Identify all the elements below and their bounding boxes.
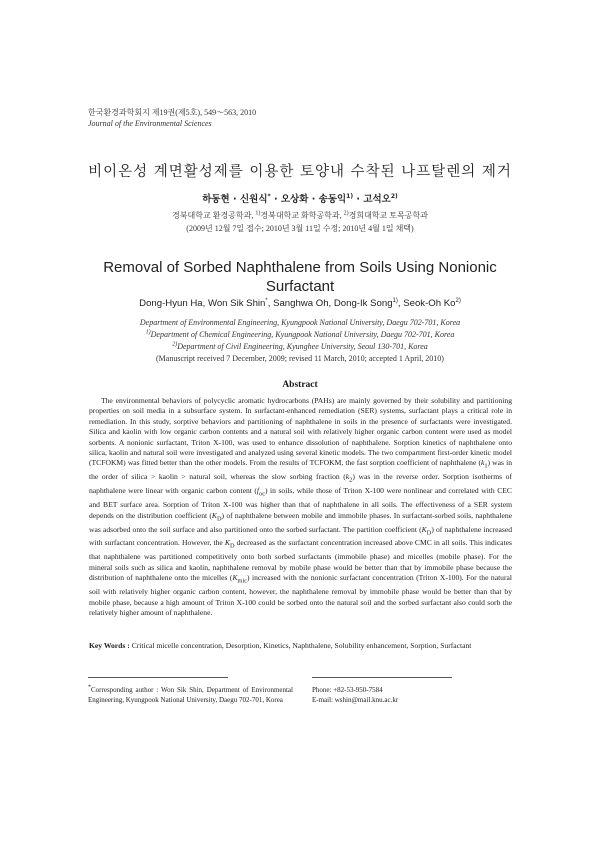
affiliation-text: Department of Chemical Engineering, Kyungpook National University, Daegu 702-701, Korea xyxy=(150,330,455,339)
english-affiliation xyxy=(0,317,600,329)
en-author-name: Dong-Ik Song xyxy=(333,298,393,309)
en-author-marker: 2) xyxy=(455,297,461,304)
en-author-name: Seok-Oh Ko xyxy=(403,298,456,309)
journal-name: Journal of the Environmental Sciences xyxy=(88,119,212,128)
abstract-body: The environmental behaviors of polycyclic aromatic hydrocarbons (PAHs) are mainly governed by their solubility and partitioning properties on soil media in a subsurface system. In surfactant-enhanced remediation (SER) systems, surfactant plays a critical role in remediation. In this study, sorptive behaviors and partitioning of naphthalene in soils in the presence of surfactants were investigated. Silica and kaolin with low organic carbon contents and a natural soil with relatively higher organic carbon content were used as model sorbents. A nonionic surfactant, Triton X-100, was used to enhance dissolution of naphthalene. Sorption kinetics of naphthalene onto silica, kaolin and natural soil were investigated and analyzed using several kinetic models. The two compartment first-order kinetic model (TCFOKM) was fitted better than the other models. From the results of TCFOKM, the fast sorption coefficient of naphthalene $(k_1)$ was in the order of silica > kaolin > natural soil, whereas the slow sorbing fraction $(k_2)$ was in the reverse order. Sorption isotherms of naphthalene were linear with organic carbon content $(f_{oc})$ in soils, while those of Triton X-100 were nonlinear and correlated with CEC and BET surface area. Sorption of Triton X-100 was higher than that of naphthalene in all soils. The effectiveness of a SER system depends on the distribution coefficient $(K_D)$ of naphthalene between mobile and immobile phases. In surfactant-sorbed soils, naphthalene was adsorbed onto the soil surface and also partitioned onto the sorbed surfactant. The partition coefficient $(K_D)$ of naphthalene increased with surfactant concentration. However, the $K_D$ decreased as the surfactant concentration increased above CMC in all soils. This indicates that naphthalene was partitioned competitively onto both sorbed surfactants (immobile phase) and micelles (mobile phase). For the mineral soils such as silica and kaolin, naphthalene removal by mobile phase would be better than that by immobile phase because the distribution of naphthalene onto the micelles $(K_{mic})$ increased with the nonionic surfactant concentration (Triton X-100). For the natural soil with relatively higher organic carbon content, however, the naphthalene removal by immobile phase would be better than that by mobile phase, because a high amount of Triton X-100 could be sorbed onto the natural soil and the sorbed surfactant also could sorb the relatively higher amount of naphthalene. xyxy=(89,396,512,617)
korean-authors: 하동현 · 신원식* · 오상화 · 송동익$^{1)}$ · 고석오$^{2)}$ xyxy=(202,192,398,205)
footnote-rule-left xyxy=(88,677,228,678)
contact-email: E-mail: wshin@mail.knu.ac.kr xyxy=(312,696,399,704)
en-author-marker: * xyxy=(265,297,268,304)
english-affiliation xyxy=(0,341,600,353)
english-affiliations xyxy=(0,317,600,365)
keywords-text: Critical micelle concentration, Desorption, Kinetics, Naphthalene, Solubility enhancement, Sorption, Surfactant xyxy=(131,641,472,650)
abstract-subscript: D xyxy=(216,515,222,523)
english-affiliation xyxy=(0,329,600,341)
affiliation-text: Department of Environmental Engineering, Kyungpook National University, Daegu 702-701, Korea xyxy=(139,318,461,327)
en-author-name: Won Sik Shin xyxy=(207,298,266,309)
corresponding-text: Corresponding author : Won Sik Shin, Department of Environmental Engineering, Kyungpook National University, Daegu 702-701, Korea xyxy=(88,686,293,704)
ko-affil-0: 경북대학교 환경공학과, xyxy=(172,211,256,220)
ko-author-name: 하동현 xyxy=(202,194,230,205)
korean-title: 비이온성 계면활성제를 이용한 토양내 수착된 나프탈렌의 제거 xyxy=(88,164,512,180)
english-authors: Dong-Hyun Ha, Won Sik Shin*, Sanghwa Oh, Dong-Ik Song$^{1)}$, Seok-Oh Ko$^{2)}$ xyxy=(139,297,461,309)
en-author-name: Sanghwa Oh xyxy=(273,298,329,309)
ko-author-marker: 2) xyxy=(390,192,398,200)
ko-author-name: 오상화 xyxy=(280,194,309,205)
english-affiliation-list xyxy=(0,317,600,353)
abstract-symbol: k xyxy=(345,472,350,482)
abstract-subscript: 1 xyxy=(484,462,488,470)
abstract-subscript: D xyxy=(426,529,432,537)
footnote-rule-right xyxy=(312,677,452,678)
abstract-symbol: K xyxy=(421,524,427,534)
abstract-symbol: k xyxy=(480,458,485,468)
abstract-subscript: mic xyxy=(237,577,248,585)
keywords-label: Key Words : xyxy=(89,641,132,650)
ko-affil-2: 경희대학교 토목공학과 xyxy=(348,211,428,220)
abstract-heading: Abstract xyxy=(282,380,318,390)
journal-citation: 한국환경과학회지 제19권(제5호), 549～563, 2010 xyxy=(88,108,257,117)
contact-phone: Phone: +82-53-950-7584 xyxy=(312,686,383,694)
journal-header xyxy=(88,107,256,129)
manuscript-dates: (Manuscript received 7 December, 2009; revised 11 March, 2010; accepted 1 April, 2010) xyxy=(156,354,444,363)
abstract-subscript: 2 xyxy=(349,476,353,484)
corresponding-marker: * xyxy=(88,684,91,691)
contact-info xyxy=(312,685,512,705)
abstract-symbol: f xyxy=(256,486,260,496)
ko-author-name: 고석오 xyxy=(363,194,391,205)
abstract-subscript: oc xyxy=(259,490,266,498)
en-author-marker: 1) xyxy=(392,297,398,304)
corresponding-author-note xyxy=(88,685,293,705)
abstract-symbol: K xyxy=(224,538,230,548)
abstract-symbol: K xyxy=(232,573,238,583)
keywords xyxy=(89,641,529,651)
ko-author-name: 신원식 xyxy=(239,194,268,205)
affiliation-marker: 2) xyxy=(172,341,178,348)
ko-affil-1-marker: 1) xyxy=(255,210,261,217)
affiliation-text: Department of Civil Engineering, Kyunghee University, Seoul 130-701, Korea xyxy=(177,342,428,351)
ko-author-name: 송동익 xyxy=(318,194,347,205)
affiliation-marker: 1) xyxy=(145,329,151,336)
abstract-subscript: D xyxy=(229,542,235,550)
ko-author-marker: * xyxy=(267,192,271,200)
ko-author-marker: 1) xyxy=(346,192,354,200)
english-title: Removal of Sorbed Naphthalene from Soils Using Nonionic Surfactant xyxy=(103,259,497,295)
en-author-name: Dong-Hyun Ha xyxy=(139,298,203,309)
korean-affiliations xyxy=(0,210,600,221)
korean-dates: (2009년 12월 7일 접수; 2010년 3월 11일 수정; 2010년 4월 1일 채택) xyxy=(186,224,414,233)
abstract-symbol: K xyxy=(211,510,217,520)
ko-affil-2-marker: 2) xyxy=(343,210,349,217)
ko-affil-1: 경북대학교 화학공학과, xyxy=(260,211,344,220)
